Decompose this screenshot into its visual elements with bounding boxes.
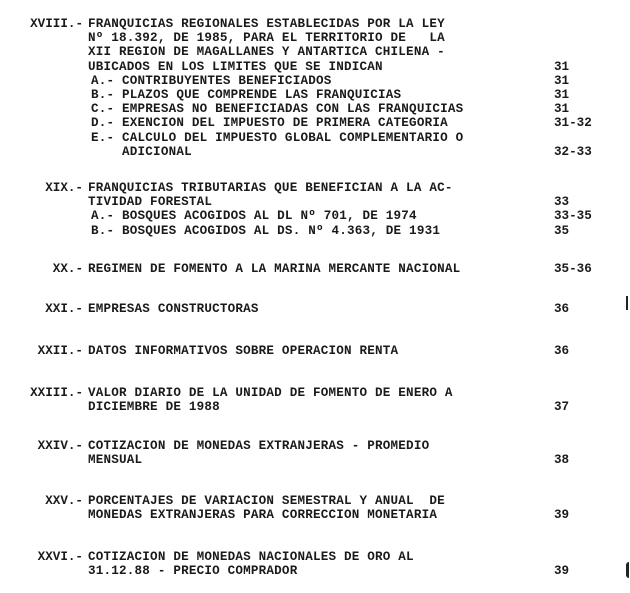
section-title-line: Nº 18.392, DE 1985, PARA EL TERRITORIO DE LA bbox=[88, 31, 445, 46]
section-numeral: XXVI.- bbox=[37, 550, 83, 564]
page-number: 39 bbox=[554, 564, 570, 579]
section-title-line: UBICADOS EN LOS LIMITES QUE SE INDICAN bbox=[88, 59, 383, 74]
section-numeral: XXII.- bbox=[37, 344, 83, 358]
section-title-line: PORCENTAJES DE VARIACION SEMESTRAL Y ANUAL DE bbox=[88, 494, 445, 508]
page-number: 36 bbox=[554, 302, 570, 316]
subitem-line: E.- CALCULO DEL IMPUESTO GLOBAL COMPLEMENTARIO O bbox=[91, 130, 464, 145]
section-title-line: FRANQUICIAS REGIONALES ESTABLECIDAS POR LA LEY bbox=[88, 17, 445, 31]
page-number: 33 bbox=[554, 195, 570, 210]
section-title-line: 31.12.88 - PRECIO COMPRADOR bbox=[88, 564, 298, 579]
subitem-line: A.- CONTRIBUYENTES BENEFICIADOS bbox=[91, 73, 332, 88]
page-number: 36 bbox=[554, 344, 570, 358]
page-number: 32-33 bbox=[554, 144, 592, 159]
section-numeral: XIX.- bbox=[45, 181, 83, 195]
page-number: 33-35 bbox=[554, 209, 592, 224]
page-number: 31-32 bbox=[554, 116, 592, 131]
margin-mark bbox=[626, 296, 628, 310]
page-number: 31 bbox=[554, 73, 570, 88]
subitem-line: B.- PLAZOS QUE COMPRENDE LAS FRANQUICIAS bbox=[91, 88, 402, 102]
section-title-line: TIVIDAD FORESTAL bbox=[88, 195, 213, 210]
section-numeral: XXV.- bbox=[45, 494, 83, 508]
section-title-line: MENSUAL bbox=[88, 453, 143, 468]
section-numeral: XX.- bbox=[52, 262, 83, 276]
margin-mark bbox=[626, 562, 629, 578]
section-title-line: COTIZACION DE MONEDAS NACIONALES DE ORO AL bbox=[88, 550, 414, 564]
page-number: 31 bbox=[554, 88, 570, 102]
page-number: 35-36 bbox=[554, 262, 592, 276]
page-number: 39 bbox=[554, 508, 570, 523]
page-number: 35 bbox=[554, 223, 570, 238]
section-numeral: XXI.- bbox=[45, 302, 83, 316]
section-title-line: DICIEMBRE DE 1988 bbox=[88, 400, 220, 415]
section-title-line: FRANQUICIAS TRIBUTARIAS QUE BENEFICIAN A LA AC- bbox=[88, 181, 453, 195]
section-numeral: XXIII.- bbox=[30, 386, 83, 400]
section-title-line: COTIZACION DE MONEDAS EXTRANJERAS - PROMEDIO bbox=[88, 439, 430, 453]
subitem-line: ADICIONAL bbox=[91, 144, 192, 159]
section-title-line: XII REGION DE MAGALLANES Y ANTARTICA CHILENA - bbox=[88, 45, 445, 60]
subitem-line: B.- BOSQUES ACOGIDOS AL DS. Nº 4.363, DE 1931 bbox=[91, 223, 441, 238]
page-number: 37 bbox=[554, 400, 570, 415]
section-title-line: DATOS INFORMATIVOS SOBRE OPERACION RENTA bbox=[88, 344, 399, 358]
subitem-line: C.- EMPRESAS NO BENEFICIADAS CON LAS FRANQUICIAS bbox=[91, 102, 464, 117]
subitem-line: D.- EXENCION DEL IMPUESTO DE PRIMERA CATEGORIA bbox=[91, 116, 448, 131]
section-title-line: VALOR DIARIO DE LA UNIDAD DE FOMENTO DE ENERO A bbox=[88, 386, 453, 400]
subitem-line: A.- BOSQUES ACOGIDOS AL DL Nº 701, DE 1974 bbox=[91, 209, 417, 224]
section-title-line: EMPRESAS CONSTRUCTORAS bbox=[88, 302, 259, 316]
page-number: 31 bbox=[554, 59, 570, 74]
section-title-line: MONEDAS EXTRANJERAS PARA CORRECCION MONETARIA bbox=[88, 508, 438, 523]
page-number: 31 bbox=[554, 102, 570, 117]
section-title-line: REGIMEN DE FOMENTO A LA MARINA MERCANTE NACIONAL bbox=[88, 262, 461, 276]
section-numeral: XVIII.- bbox=[30, 17, 83, 31]
page-number: 38 bbox=[554, 453, 570, 468]
section-numeral: XXIV.- bbox=[37, 439, 83, 453]
